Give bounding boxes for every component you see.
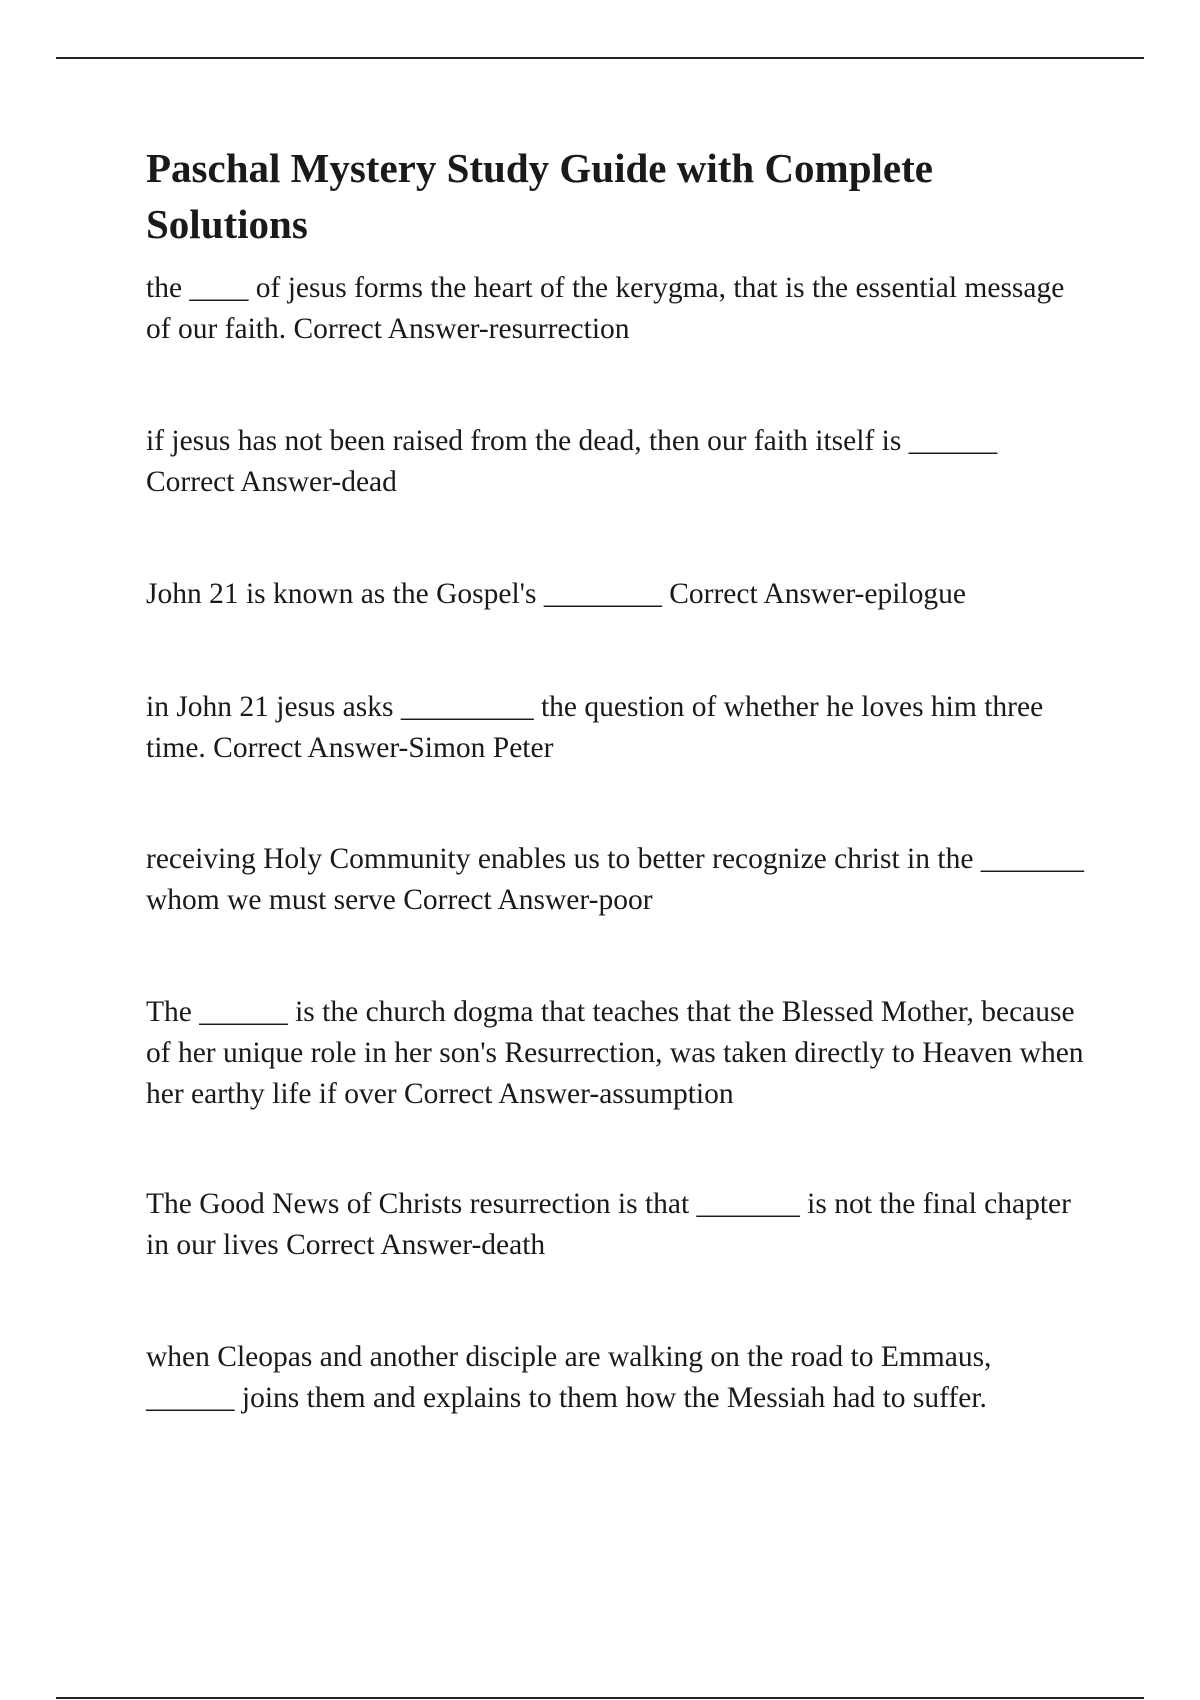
page-title: Paschal Mystery Study Guide with Complete Solutions [146, 145, 933, 247]
question-2: if jesus has not been raised from the dead, then our faith itself is ______ Correct Answer-dead [146, 425, 998, 498]
question-6: The ______ is the church dogma that teaches that the Blessed Mother, because of her unique role in her son's Resurrection, was taken directly to Heaven when her earthy life if over Correct Answer-assumption [146, 996, 1084, 1110]
question-5: receiving Holy Community enables us to better recognize christ in the _______ whom we must serve Correct Answer-poor [146, 843, 1085, 916]
question-7: The Good News of Christs resurrection is that _______ is not the final chapter in our lives Correct Answer-death [146, 1188, 1071, 1261]
question-8: when Cleopas and another disciple are walking on the road to Emmaus, ______ joins them and explains to them how the Messiah had to suffer. [146, 1341, 992, 1414]
question-1: the ____ of jesus forms the heart of the kerygma, that is the essential message of our faith. Correct Answer-resurrection [146, 272, 1065, 345]
question-3: John 21 is known as the Gospel's ________ Correct Answer-epilogue [146, 578, 966, 610]
document-body [146, 140, 1086, 1414]
bottom-rule [56, 1697, 1144, 1699]
top-rule [56, 57, 1144, 59]
question-4: in John 21 jesus asks _________ the question of whether he loves him three time. Correct Answer-Simon Peter [146, 691, 1044, 764]
